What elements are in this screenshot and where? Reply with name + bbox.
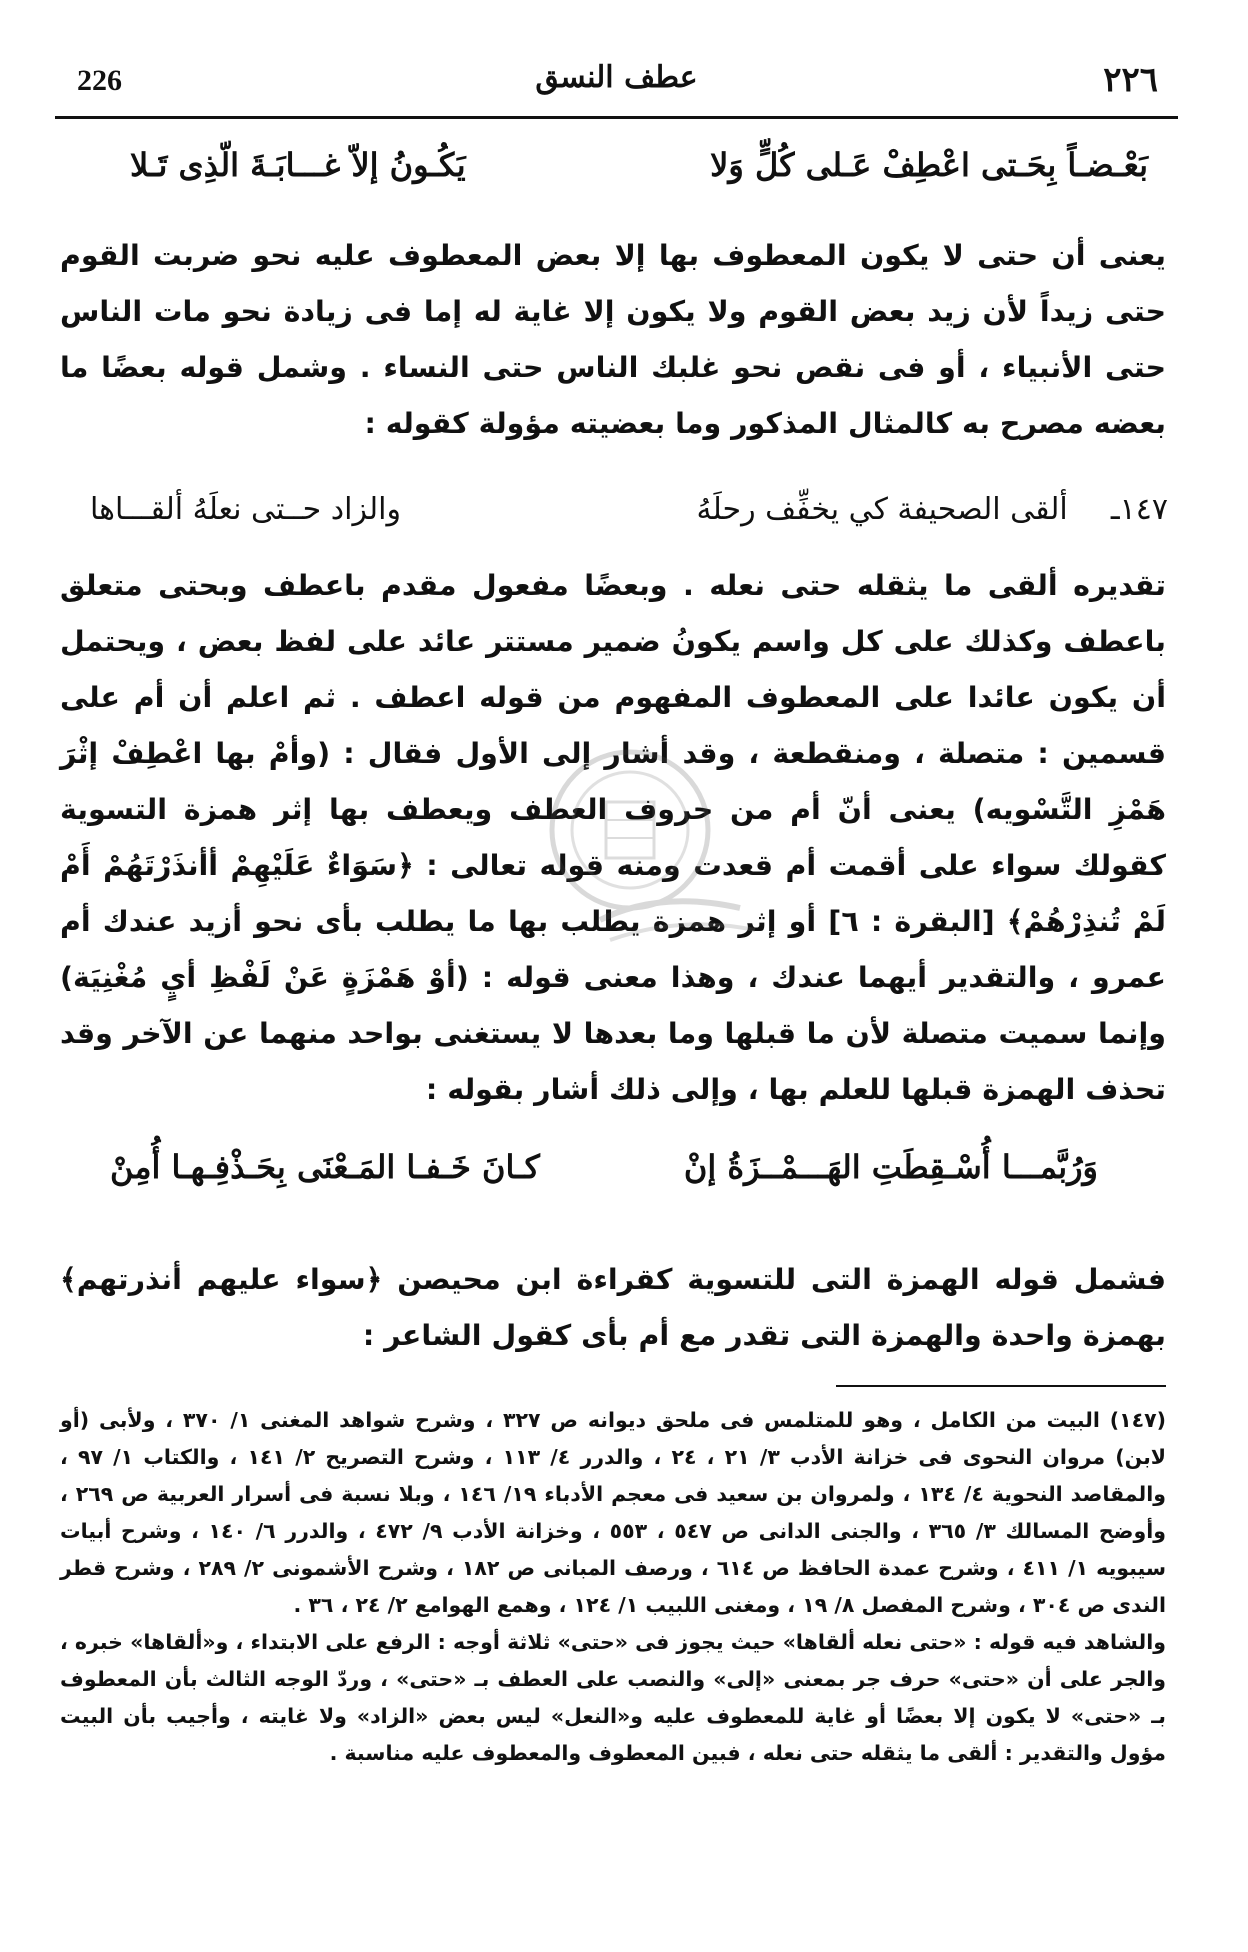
paragraph-3 [60,1252,1166,1364]
footnote-147-sources: (١٤٧) البيت من الكامل ، وهو للمتلمس فى ملحق ديوانه ص ٣٢٧ ، وشرح شواهد المغنى ١/ ٣٧٠ ، ولأبى (أو لابن) مروان النحوى فى خزانة الأدب ٣/ ٢١ ، ٢٤ ، والدرر ٤/ ١١٣ ، وشرح التصريح ٢/ ١٤١ ، والكتاب ١/ ٩٧ ، والمقاصد النحوية ٤/ ١٣٤ ، ولمروان بن سعيد فى معجم الأدباء ١٩/ ١٤٦ ، وبلا نسبة فى أسرار العربية ص ٢٦٩ ، وأوضح المسالك ٣/ ٣٦٥ ، والجنى الدانى ص ٥٤٧ ، ٥٥٣ ، وخزانة الأدب ٩/ ٤٧٢ ، والدرر ٦/ ١٤٠ ، وشرح أبيات سيبويه ١/ ٤١١ ، وشرح عمدة الحافظ ص ٦١٤ ، ورصف المبانى ص ١٨٢ ، وشرح الأشمونى ٢/ ٢٨٩ ، وشرح قطر الندى ص ٣٠٤ ، وشرح المفصل ٨/ ١٩ ، ومغنى اللبيب ١/ ١٢٤ ، وهمع الهوامع ٢/ ٢٤ ، ٣٦ . [60,1408,1167,1617]
running-title: عطف النسق [535,60,698,95]
footnote-separator [836,1385,1166,1387]
poem-verse-147 [90,492,1168,527]
poem-verse-2 [110,1148,1098,1186]
page-header [55,56,1178,119]
verse-147-right-group [697,492,1168,527]
page-number-latin: 226 [77,64,122,97]
footnotes [60,1402,1166,1772]
verse-1-second-hemistich: يَكُـونُ إلاّ غـــابَـةَ الّذِى تَـلا [130,146,466,184]
paragraph-2 [60,558,1166,1118]
verse-147-second-hemistich: والزاد حــتى نعلَهُ ألقـــاها [90,492,401,527]
verse-2-first-hemistich: وَرُبَّمـــا أُسْـقِطَتِ الهَـــمْــزَةُ إنْ [683,1148,1098,1186]
verse-147-number: ١٤٧ـ [1110,492,1168,527]
verse-2-second-hemistich: كـانَ خَـفـا المَـعْنَى بِحَـذْفِـهـا أُمِنْ [110,1148,540,1186]
poem-verse-1 [130,146,1148,184]
paragraph-2-text: تقديره ألقى ما يثقله حتى نعله . وبعضًا مفعول مقدم باعطف وبحتى متعلق باعطف وكذلك على كل واسم يكونُ ضمير مستتر عائد على لفظ بعض ، ويحتمل أن يكون عائدا على المعطوف المفهوم من قوله اعطف . ثم اعلم أن أم على قسمين : متصلة ، ومنقطعة ، وقد أشار إلى الأول فقال : (وأمْ بها اعْطِفْ إثْرَ هَمْزِ التَّسْويه) يعنى أنّ أم من حروف العطف ويعطف بها إثر همزة التسوية كقولك سواء على أقمت أم قعدت ومنه قوله تعالى : ﴿سَوَاءٌ عَلَيْهِمْ أأنذَرْتَهُمْ أَمْ لَمْ تُنذِرْهُمْ﴾ [البقرة : ٦] أو إثر همزة يطلب بها ما يطلب بأى نحو أزيد عندك أم عمرو ، والتقدير أيهما عندك ، وهذا معنى قوله : (أوْ هَمْزَةٍ عَنْ لَفْظِ أيٍ مُغْنِيَة) وإنما سميت متصلة لأن ما قبلها وما بعدها لا يستغنى بواحد منهما عن الآخر وقد تحذف الهمزة قبلها للعلم بها ، وإلى ذلك أشار بقوله : [60,569,1166,1106]
page-number-arabic: ٢٢٦ [1103,60,1158,100]
verse-147-first-hemistich: ألقى الصحيفة كي يخفِّف رحلَهُ [696,492,1068,527]
paragraph-1 [60,228,1166,452]
paragraph-1-text: يعنى أن حتى لا يكون المعطوف بها إلا بعض المعطوف عليه نحو ضربت القوم حتى زيداً لأن زيد بعض القوم ولا يكون إلا غاية له إما فى زيادة نحو مات الناس حتى الأنبياء ، أو فى نقص نحو غلبك الناس حتى النساء . وشمل قوله بعضًا ما بعضه مصرح به كالمثال المذكور وما بعضيته مؤولة كقوله : [60,239,1166,440]
verse-1-first-hemistich: بَعْـضـاً بِحَـتى اعْطِفْ عَـلى كُلٍّ وَلا [710,146,1148,184]
paragraph-3-text: فشمل قوله الهمزة التى للتسوية كقراءة ابن محيصن ﴿سواء عليهم أنذرتهم﴾ بهمزة واحدة والهمزة التى تقدر مع أم بأى كقول الشاعر : [60,1263,1166,1352]
footnote-147-evidence: والشاهد فيه قوله : «حتى نعله ألقاها» حيث يجوز فى «حتى» ثلاثة أوجه : الرفع على الابتداء ، و«ألقاها» خبره ، والجر على أن «حتى» حرف جر بمعنى «إلى» والنصب على العطف بـ «حتى» ، وردّ الوجه الثالث بأن المعطوف بـ «حتى» لا يكون إلا بعضًا أو غاية للمعطوف عليه و«النعل» ليس بعض «الزاد» ولا غايته ، وأجيب بأن البيت مؤول والتقدير : ألقى ما يثقله حتى نعله ، فبين المعطوف والمعطوف عليه مناسبة . [60,1630,1166,1765]
